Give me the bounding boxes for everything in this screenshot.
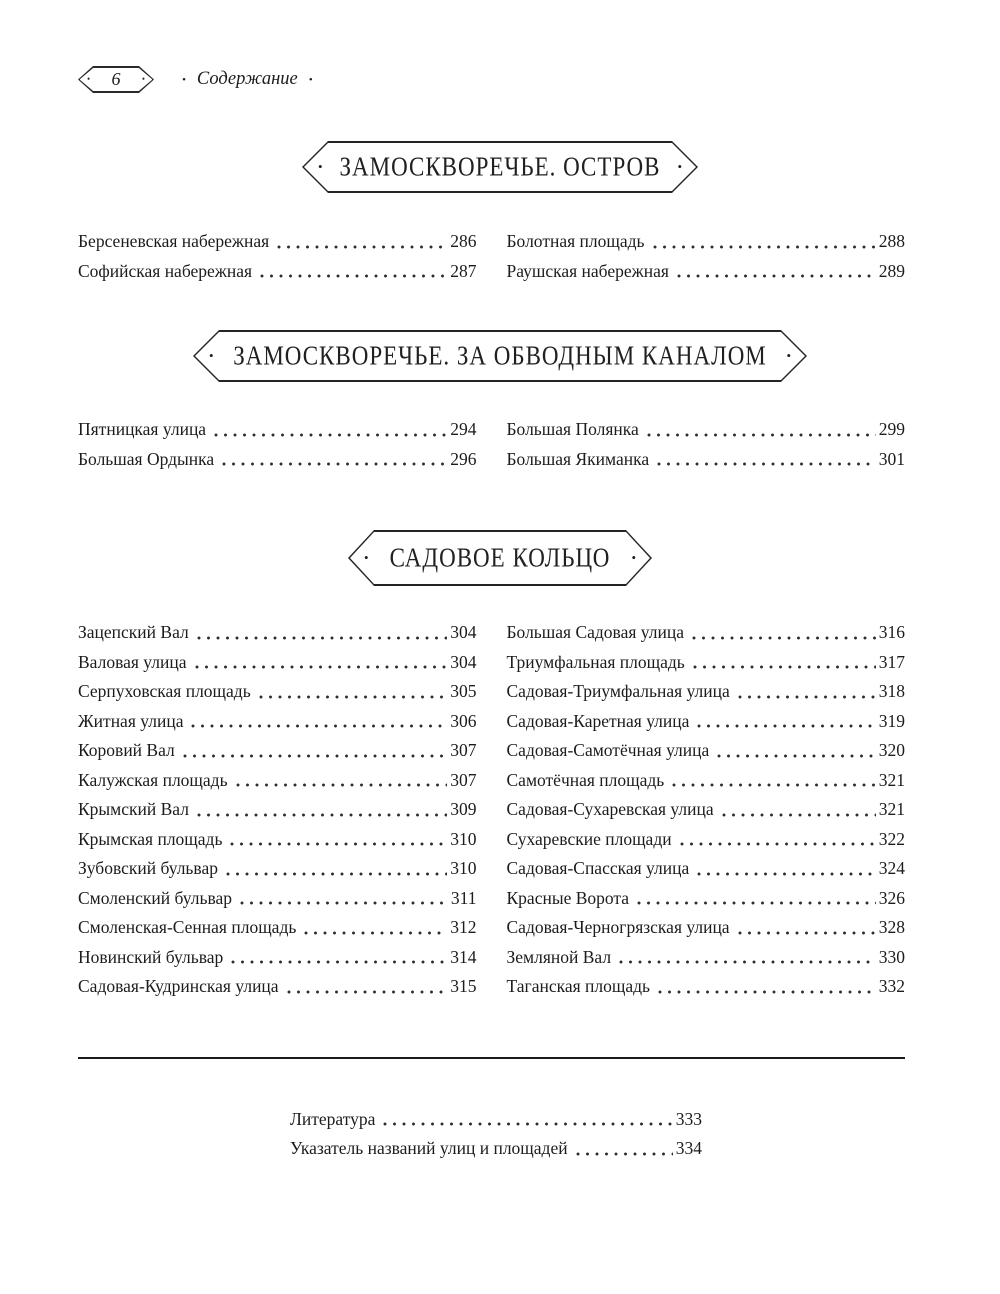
entry-page-number: 296: [450, 448, 477, 469]
entry-page-number: 319: [878, 710, 905, 731]
toc-entry: [78, 913, 477, 943]
entry-title: Садовая-Самотёчная улица: [506, 740, 710, 760]
dot-leader: [230, 825, 447, 855]
entry-title: Указатель названий улиц и площадей: [290, 1138, 568, 1158]
entry-page-number: 307: [450, 769, 477, 790]
toc-entry: [78, 766, 477, 796]
entry-title: Садовая-Триумфальная улица: [506, 681, 730, 701]
section-banner-zamoskvorechye-kanal: [193, 330, 807, 382]
dot-leader: [226, 854, 447, 884]
toc-entry: [78, 943, 477, 973]
footer-entries: [290, 1105, 702, 1164]
toc-entry: [507, 825, 906, 855]
section-title: ЗАМОСКВОРЕЧЬЕ. ЗА ОБВОДНЫМ КАНАЛОМ: [233, 340, 767, 371]
toc-entry: [507, 795, 906, 825]
toc-entry: [290, 1134, 702, 1164]
entry-page-number: 324: [878, 858, 905, 878]
entry-title: Садовая-Спасская улица: [506, 858, 690, 878]
section-banner-sadovoe-koltso: [348, 530, 652, 586]
entry-page-number: 310: [450, 858, 477, 878]
dot-leader: [657, 445, 876, 475]
entry-page-number: 315: [450, 976, 477, 996]
entry-page-number: 286: [450, 231, 477, 251]
dot-leader: [259, 677, 448, 707]
entry-page-number: 333: [675, 1108, 702, 1129]
entry-page-number: 321: [878, 769, 905, 790]
decorative-dot: •: [182, 73, 186, 86]
dot-leader: [197, 618, 448, 648]
entry-title: Новинский бульвар: [78, 946, 224, 967]
dot-leader: [653, 227, 876, 257]
decorative-dot: •: [209, 348, 214, 363]
decorative-dot: •: [677, 159, 682, 174]
toc-entry: [507, 227, 906, 257]
toc-entry: [507, 736, 906, 766]
dot-leader: [738, 913, 876, 943]
toc-entry: [507, 707, 906, 737]
badge-content: [78, 66, 154, 93]
toc-entry: [78, 884, 477, 914]
toc-column-left: [78, 618, 477, 1002]
toc-entry: [507, 943, 906, 973]
dot-leader: [647, 415, 876, 445]
toc-entry: [507, 766, 906, 796]
running-head-label: Содержание: [196, 69, 298, 89]
section-entries: [0, 618, 1000, 1002]
decorative-dot: •: [87, 74, 91, 84]
dot-leader: [738, 677, 876, 707]
dot-leader: [692, 618, 876, 648]
toc-entry: [507, 415, 906, 445]
toc-entry: [78, 618, 477, 648]
entry-page-number: 289: [878, 260, 905, 281]
toc-entry: [78, 227, 477, 257]
entry-title: Крымская площадь: [78, 828, 223, 849]
entry-title: Серпуховская площадь: [78, 681, 251, 701]
dot-leader: [222, 445, 447, 475]
toc-entry: [78, 445, 477, 475]
dot-leader: [304, 913, 447, 943]
entry-page-number: 328: [878, 917, 905, 937]
entry-title: Зубовский бульвар: [78, 858, 218, 878]
toc-entry: [507, 618, 906, 648]
entry-page-number: 310: [450, 828, 477, 849]
dot-leader: [658, 972, 876, 1002]
toc-entry: [507, 913, 906, 943]
toc-entry: [507, 677, 906, 707]
section-title: САДОВОЕ КОЛЬЦО: [389, 542, 611, 573]
decorative-dot: •: [786, 348, 791, 363]
dot-leader: [722, 795, 876, 825]
dot-leader: [637, 884, 876, 914]
dot-leader: [214, 415, 447, 445]
entry-title: Большая Садовая улица: [506, 622, 684, 642]
toc-entry: [507, 257, 906, 287]
toc-entry: [507, 884, 906, 914]
toc-entry: [78, 677, 477, 707]
entry-page-number: 304: [450, 622, 477, 642]
dot-leader: [383, 1105, 672, 1135]
entry-page-number: 330: [878, 946, 905, 967]
toc-entry: [507, 648, 906, 678]
entry-title: Большая Ордынка: [78, 448, 215, 469]
entry-title: Болотная площадь: [506, 231, 645, 251]
entry-page-number: 288: [878, 231, 905, 251]
toc-entry: [78, 257, 477, 287]
dot-leader: [183, 736, 448, 766]
entry-title: Крымский Вал: [78, 799, 189, 819]
entry-page-number: 321: [878, 799, 905, 819]
entry-page-number: 287: [450, 260, 477, 281]
entry-page-number: 316: [878, 622, 905, 642]
entry-page-number: 317: [878, 651, 905, 672]
dot-leader: [287, 972, 448, 1002]
dot-leader: [672, 766, 875, 796]
entry-title: Зацепский Вал: [78, 622, 189, 642]
dot-leader: [576, 1134, 673, 1164]
entry-page-number: 332: [878, 976, 905, 996]
entry-title: Пятницкая улица: [78, 419, 207, 439]
toc-entry: [78, 648, 477, 678]
toc-entry: [78, 854, 477, 884]
toc-entry: [78, 415, 477, 445]
entry-page-number: 314: [450, 946, 477, 967]
entry-title: Житная улица: [78, 710, 184, 731]
entry-title: Сухаревские площади: [506, 828, 672, 849]
toc-column-right: [507, 618, 906, 1002]
entry-page-number: 305: [450, 681, 477, 701]
dot-leader: [231, 943, 447, 973]
entry-page-number: 326: [878, 887, 905, 908]
toc-entry: [507, 445, 906, 475]
entry-title: Земляной Вал: [506, 946, 612, 967]
entry-title: Валовая улица: [78, 651, 187, 672]
dot-leader: [240, 884, 448, 914]
entry-title: Коровий Вал: [78, 740, 175, 760]
toc-entry: [78, 825, 477, 855]
decorative-dot: •: [318, 159, 323, 174]
decorative-dot: •: [141, 74, 145, 84]
decorative-dot: •: [631, 550, 636, 565]
entry-page-number: 309: [450, 799, 477, 819]
page-number-badge: [78, 66, 154, 93]
dot-leader: [680, 825, 876, 855]
entry-title: Триумфальная площадь: [506, 651, 685, 672]
entry-page-number: 304: [450, 651, 477, 672]
dot-leader: [277, 227, 447, 257]
entry-title: Большая Якиманка: [506, 448, 650, 469]
toc-column-left: [78, 415, 477, 474]
toc-entry: [78, 707, 477, 737]
toc-entry: [507, 972, 906, 1002]
entry-title: Раушская набережная: [506, 260, 669, 281]
section-entries: [0, 415, 1000, 474]
banner-content: [193, 330, 807, 382]
toc-entry: [78, 795, 477, 825]
entry-title: Смоленская-Сенная площадь: [78, 917, 297, 937]
dot-leader: [191, 707, 447, 737]
entry-page-number: 306: [450, 710, 477, 731]
entry-page-number: 307: [450, 740, 477, 760]
entry-title: Таганская площадь: [506, 976, 651, 996]
entry-title: Смоленский бульвар: [78, 887, 232, 908]
running-head: [182, 69, 313, 90]
entry-title: Садовая-Сухаревская улица: [506, 799, 714, 819]
toc-entry: [507, 854, 906, 884]
entry-title: Самотёчная площадь: [506, 769, 665, 790]
entry-page-number: 318: [878, 681, 905, 701]
entry-title: Садовая-Кудринская улица: [78, 976, 279, 996]
toc-column-right: [507, 227, 906, 286]
toc-column-left: [78, 227, 477, 286]
dot-leader: [619, 943, 876, 973]
dot-leader: [236, 766, 448, 796]
section-banner-zamoskvorechye-ostrov: [302, 141, 698, 193]
entry-page-number: 311: [450, 887, 477, 908]
page-number: 6: [111, 68, 121, 89]
entry-title: Берсеневская набережная: [78, 231, 270, 251]
dot-leader: [195, 648, 448, 678]
dot-leader: [677, 257, 876, 287]
page-header: [0, 0, 1000, 93]
toc-column-right: [507, 415, 906, 474]
toc-entry: [78, 736, 477, 766]
entry-title: Садовая-Каретная улица: [506, 710, 690, 731]
decorative-dot: •: [308, 73, 313, 86]
toc-entry: [78, 972, 477, 1002]
entry-title: Красные Ворота: [506, 887, 630, 908]
entry-title: Софийская набережная: [78, 260, 253, 281]
entry-page-number: 322: [878, 828, 905, 849]
banner-content: [348, 530, 652, 586]
dot-leader: [697, 854, 875, 884]
dot-leader: [260, 257, 447, 287]
entry-page-number: 299: [878, 419, 905, 439]
entry-page-number: 301: [878, 448, 905, 469]
section-title: ЗАМОСКВОРЕЧЬЕ. ОСТРОВ: [339, 151, 661, 182]
dot-leader: [197, 795, 447, 825]
dot-leader: [697, 707, 875, 737]
toc-entry: [290, 1105, 702, 1135]
banner-content: [302, 141, 698, 193]
entry-title: Литература: [290, 1108, 376, 1129]
entry-page-number: 334: [675, 1138, 702, 1158]
entry-title: Калужская площадь: [78, 769, 228, 790]
entry-title: Большая Полянка: [506, 419, 639, 439]
entry-page-number: 312: [450, 917, 477, 937]
dot-leader: [717, 736, 875, 766]
decorative-dot: •: [364, 550, 369, 565]
section-entries: [0, 227, 1000, 286]
entry-page-number: 294: [450, 419, 477, 439]
entry-page-number: 320: [878, 740, 905, 760]
footer-divider: [78, 1057, 905, 1059]
dot-leader: [693, 648, 876, 678]
entry-title: Садовая-Черногрязская улица: [506, 917, 730, 937]
